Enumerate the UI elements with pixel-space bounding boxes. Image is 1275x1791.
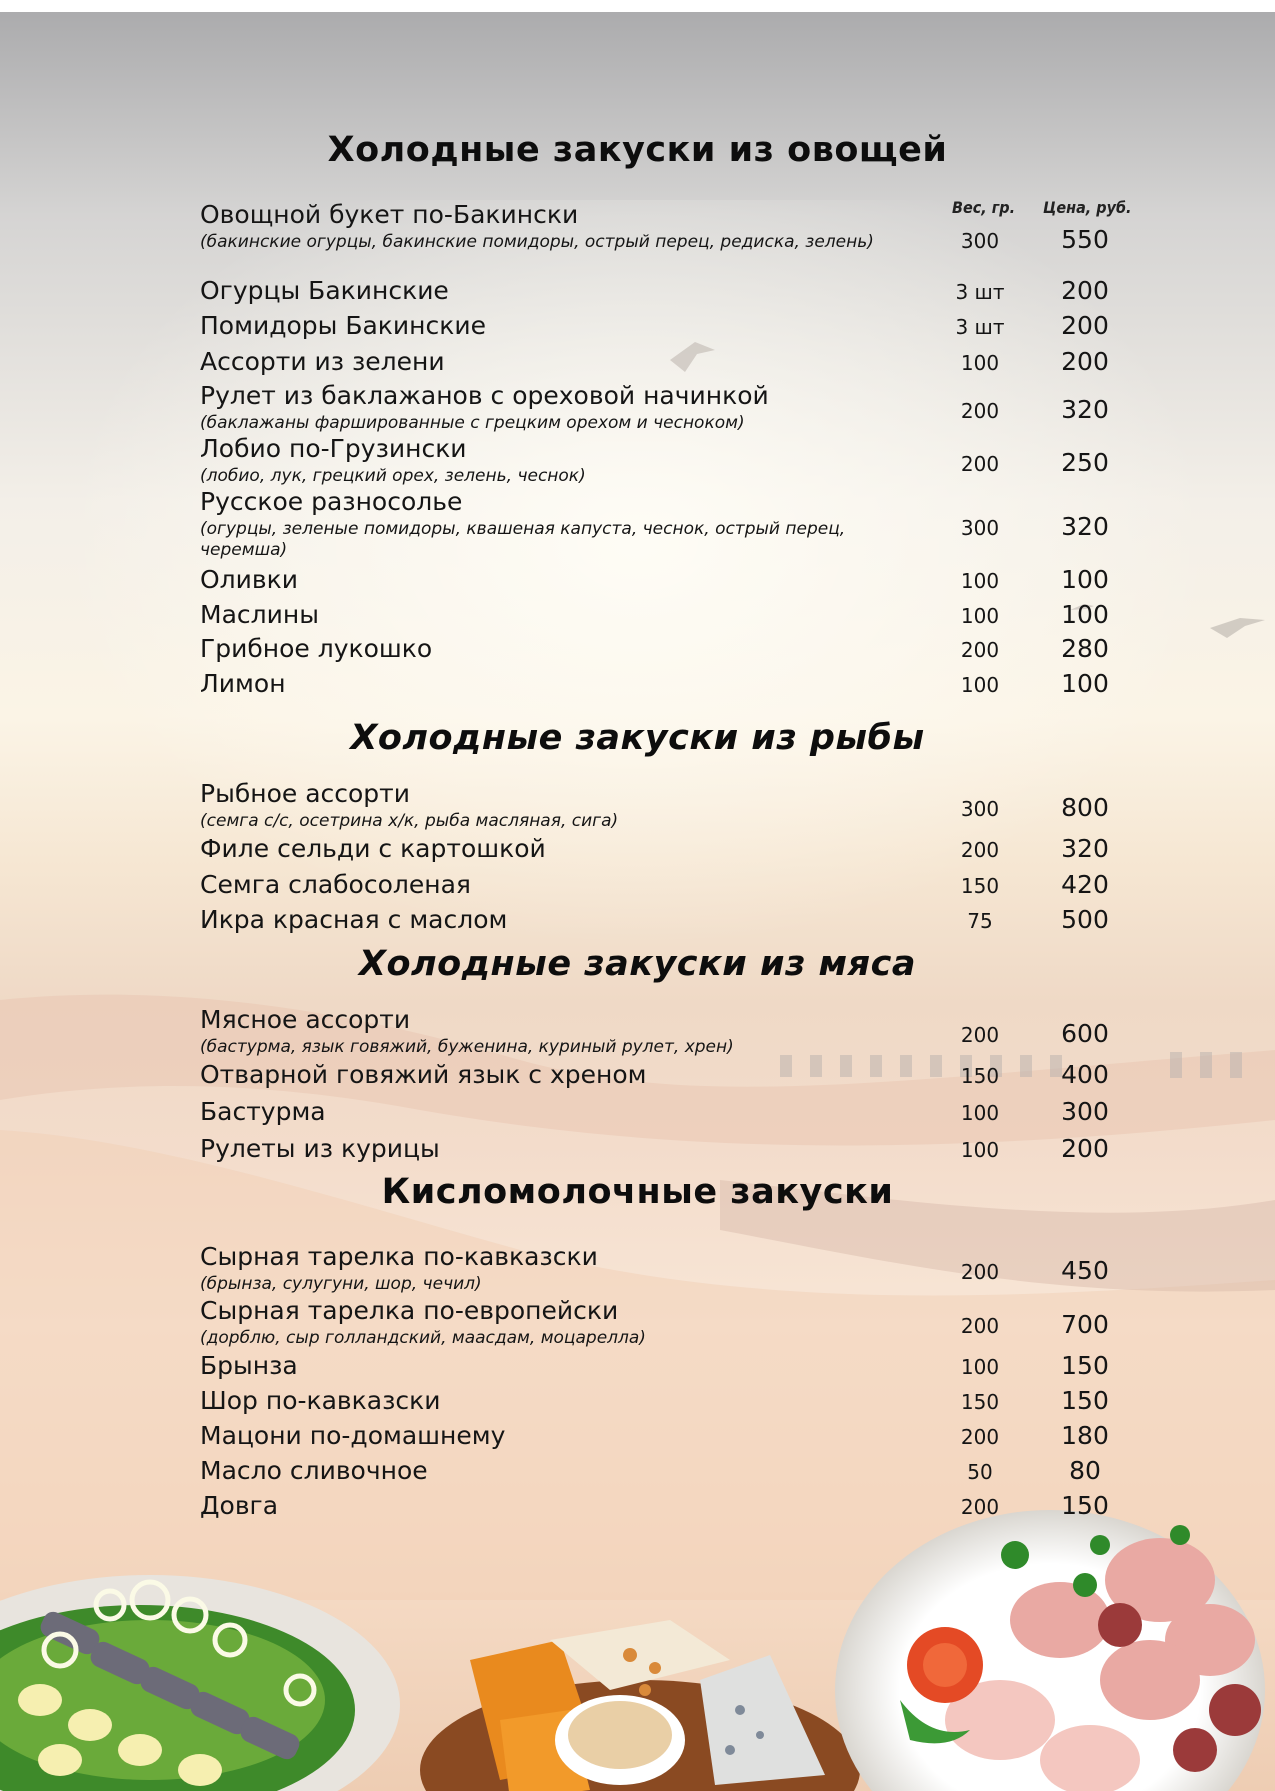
menu-item-weight: 200 — [960, 1260, 1000, 1284]
menu-item-name: Лобио по-Грузински — [200, 434, 467, 463]
menu-item-name: Бастурма — [200, 1097, 326, 1126]
menu-item-weight: 50 — [967, 1460, 993, 1484]
menu-item-price: 200 — [1061, 347, 1109, 376]
menu-item-weight: 100 — [960, 1355, 1000, 1379]
menu-item-name: Грибное лукошко — [200, 634, 433, 663]
menu-item-name: Филе сельди с картошкой — [200, 834, 546, 863]
menu-item-weight: 100 — [960, 569, 1000, 593]
section-title: Холодные закуски из рыбы — [350, 718, 925, 758]
menu-item-weight: 200 — [960, 1495, 1000, 1519]
menu-item-price: 150 — [1061, 1491, 1109, 1520]
menu-item-weight: 100 — [960, 1101, 1000, 1125]
section-title: Кисломолочные закуски — [381, 1172, 894, 1212]
menu-item-price: 200 — [1061, 311, 1109, 340]
menu-item-price: 100 — [1061, 600, 1109, 629]
menu-item-weight: 150 — [960, 1064, 1000, 1088]
menu-item-name: Рулеты из курицы — [200, 1134, 440, 1163]
menu-item-price: 250 — [1061, 448, 1109, 477]
menu-item-weight: 200 — [960, 1425, 1000, 1449]
menu-item-weight: 75 — [967, 909, 993, 933]
menu-item-weight: 200 — [960, 638, 1000, 662]
price-column-header: Цена, руб. — [1043, 198, 1132, 217]
menu-item-price: 150 — [1061, 1351, 1109, 1380]
menu-item-name: Ассорти из зелени — [200, 347, 445, 376]
menu-item-price: 180 — [1061, 1421, 1109, 1450]
menu-item-name: Маслины — [200, 600, 319, 629]
menu-item-name: Сырная тарелка по-кавказски — [200, 1242, 598, 1271]
menu-item-name: Семга слабосоленая — [200, 870, 471, 899]
menu-item-weight: 100 — [960, 673, 1000, 697]
menu-item-name: Огурцы Бакинские — [200, 276, 449, 305]
menu-item-weight: 3 шт — [955, 315, 1005, 339]
menu-item-name: Брынза — [200, 1351, 298, 1380]
menu-item-price: 420 — [1061, 870, 1109, 899]
menu-item-price: 280 — [1061, 634, 1109, 663]
menu-item-price: 550 — [1061, 225, 1109, 254]
menu-item-price: 700 — [1061, 1310, 1109, 1339]
menu-item-weight: 200 — [960, 1023, 1000, 1047]
menu-item-price: 800 — [1061, 793, 1109, 822]
section-title: Холодные закуски из овощей — [327, 130, 948, 170]
menu-item-name: Русское разносолье — [200, 487, 463, 516]
menu-item-description: (бакинские огурцы, бакинские помидоры, острый перец, редиска, зелень) — [200, 232, 874, 252]
menu-item-weight: 150 — [960, 1390, 1000, 1414]
menu-item-price: 200 — [1061, 276, 1109, 305]
menu-item-description: (баклажаны фаршированные с грецким орехом и чесноком) — [200, 413, 745, 433]
menu-item-price: 320 — [1061, 834, 1109, 863]
menu-item-weight: 200 — [960, 399, 1000, 423]
menu-item-price: 150 — [1061, 1386, 1109, 1415]
menu-item-name: Отварной говяжий язык с хреном — [200, 1060, 647, 1089]
menu-item-price: 450 — [1061, 1256, 1109, 1285]
menu-item-weight: 200 — [960, 838, 1000, 862]
menu-item-name: Оливки — [200, 565, 298, 594]
menu-item-price: 300 — [1061, 1097, 1109, 1126]
menu-item-weight: 300 — [960, 516, 1000, 540]
menu-item-price: 80 — [1069, 1456, 1101, 1485]
menu-item-name: Шор по-кавказски — [200, 1386, 441, 1415]
menu-item-name: Помидоры Бакинские — [200, 311, 486, 340]
menu-item-price: 320 — [1061, 512, 1109, 541]
menu-item-weight: 100 — [960, 604, 1000, 628]
menu-item-weight: 300 — [960, 229, 1000, 253]
menu-item-price: 320 — [1061, 395, 1109, 424]
menu-item-weight: 150 — [960, 874, 1000, 898]
menu-item-name: Мясное ассорти — [200, 1005, 411, 1034]
menu-item-description: (семга с/с, осетрина х/к, рыба масляная, сига) — [200, 811, 619, 831]
menu-item-description: (бастурма, язык говяжий, буженина, куриный рулет, хрен) — [200, 1037, 734, 1057]
menu-item-weight: 100 — [960, 1138, 1000, 1162]
menu-item-weight: 300 — [960, 797, 1000, 821]
menu-item-price: 200 — [1061, 1134, 1109, 1163]
menu-item-description: (брынза, сулугуни, шор, чечил) — [200, 1274, 482, 1294]
menu-item-name: Рыбное ассорти — [200, 779, 410, 808]
menu-item-name: Икра красная с маслом — [200, 905, 508, 934]
menu-item-weight: 3 шт — [955, 280, 1005, 304]
menu-item-price: 100 — [1061, 669, 1109, 698]
menu-item-price: 500 — [1061, 905, 1109, 934]
menu-item-name: Овощной букет по-Бакински — [200, 200, 579, 229]
menu-item-description: (огурцы, зеленые помидоры, квашеная капуста, чеснок, острый перец, черемша) — [200, 519, 846, 560]
menu-item-weight: 200 — [960, 452, 1000, 476]
weight-column-header: Вес, гр. — [952, 198, 1016, 217]
menu-item-description: (лобио, лук, грецкий орех, зелень, чеснок) — [200, 466, 586, 486]
menu-item-name: Довга — [200, 1491, 279, 1520]
menu-item-description: (дорблю, сыр голландский, маасдам, моцарелла) — [200, 1328, 646, 1348]
menu-item-name: Сырная тарелка по-европейски — [200, 1296, 619, 1325]
menu-item-name: Мацони по-домашнему — [200, 1421, 506, 1450]
menu-item-price: 600 — [1061, 1019, 1109, 1048]
section-title: Холодные закуски из мяса — [359, 944, 916, 984]
menu-item-name: Рулет из баклажанов с ореховой начинкой — [200, 381, 769, 410]
menu-item-weight: 100 — [960, 351, 1000, 375]
menu-item-price: 100 — [1061, 565, 1109, 594]
menu-item-name: Лимон — [200, 669, 286, 698]
menu-item-price: 400 — [1061, 1060, 1109, 1089]
menu-item-name: Масло сливочное — [200, 1456, 428, 1485]
menu-item-weight: 200 — [960, 1314, 1000, 1338]
